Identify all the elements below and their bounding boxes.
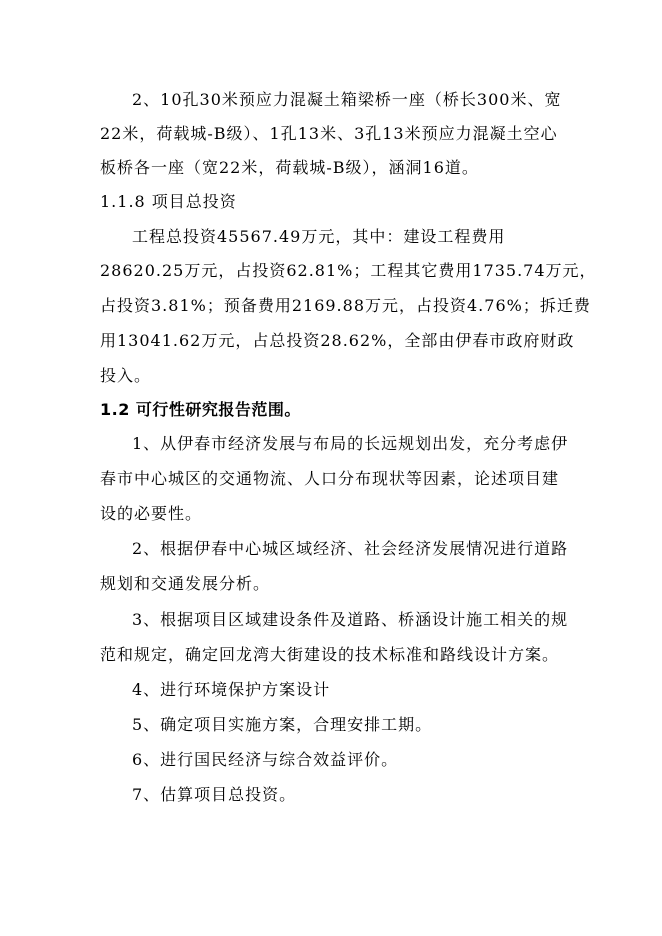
scope-item-3-line-1: 3、根据项目区域建设条件及道路、桥涵设计施工相关的规 — [132, 610, 569, 629]
scope-item-1-line-3: 设的必要性。 — [100, 504, 203, 523]
paragraph-investment-line-1: 工程总投资45567.49万元，其中：建设工程费用 — [132, 227, 506, 246]
paragraph-bridge-line-1: 2、10孔30米预应力混凝土箱梁桥一座（桥长300米、宽 — [132, 90, 562, 109]
paragraph-investment-line-4: 用13041.62万元，占总投资28.62%，全部由伊春市政府财政 — [100, 331, 575, 350]
scope-item-6: 6、进行国民经济与综合效益评价。 — [132, 750, 399, 769]
scope-item-5: 5、确定项目实施方案，合理安排工期。 — [132, 715, 433, 734]
section-heading-total-investment: 1.1.8 项目总投资 — [100, 192, 237, 211]
section-heading-report-scope: 1.2 可行性研究报告范围。 — [100, 400, 301, 419]
scope-item-2-line-2: 规划和交通发展分析。 — [100, 574, 271, 593]
scope-item-1-line-2: 春市中心城区的交通物流、人口分布现状等因素，论述项目建 — [100, 469, 560, 488]
paragraph-investment-line-2: 28620.25万元，占投资62.81%；工程其它费用1735.74万元， — [100, 261, 597, 280]
scope-item-2-line-1: 2、根据伊春中心城区域经济、社会经济发展情况进行道路 — [132, 539, 569, 558]
paragraph-investment-line-5: 投入。 — [100, 366, 152, 385]
scope-item-4: 4、进行环境保护方案设计 — [132, 680, 331, 699]
scope-item-3-line-2: 范和规定，确定回龙湾大街建设的技术标准和路线设计方案。 — [100, 645, 560, 664]
paragraph-bridge-line-3: 板桥各一座（宽22米，荷载城-B级），涵洞16道。 — [100, 158, 479, 177]
scope-item-7: 7、估算项目总投资。 — [132, 785, 297, 804]
paragraph-bridge-line-2: 22米，荷载城-B级）、1孔13米、3孔13米预应力混凝土空心 — [100, 124, 558, 143]
scope-item-1-line-1: 1、从伊春市经济发展与布局的长远规划出发，充分考虑伊 — [132, 434, 569, 453]
paragraph-investment-line-3: 占投资3.81%；预备费用2169.88万元，占投资4.76%；拆迁费 — [100, 296, 591, 315]
